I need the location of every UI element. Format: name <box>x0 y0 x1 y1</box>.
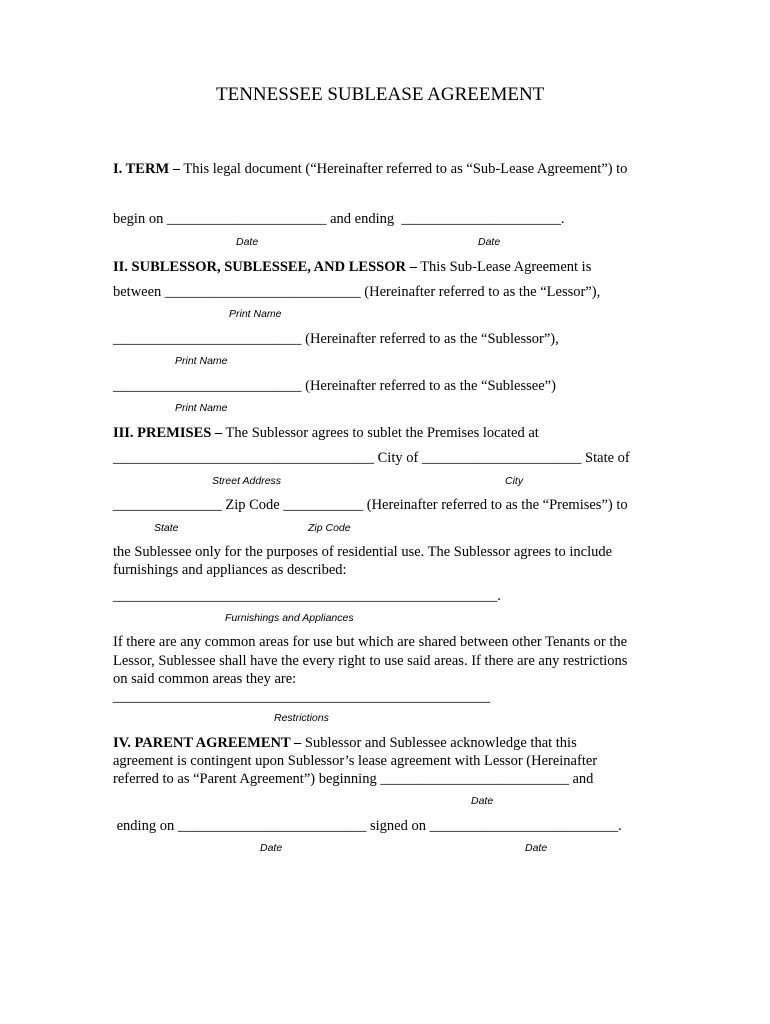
section-parent-line1: IV. PARENT AGREEMENT – Sublessor and Sublessee acknowledge that this <box>113 735 577 751</box>
caption-print-name-sublessee: Print Name <box>175 402 228 414</box>
restrictions-line: ____________________________________________________ <box>113 689 490 705</box>
caption-restrictions: Restrictions <box>274 712 329 724</box>
caption-date-end: Date <box>478 236 501 248</box>
sublessor-line: __________________________ (Hereinafter referred to as the “Sublessor”), <box>113 331 559 347</box>
caption-zip-code: Zip Code <box>308 522 351 534</box>
common-areas-line1: If there are any common areas for use but which are shared between other Tenants or the <box>113 634 628 650</box>
lessor-line: between ___________________________ (Hereinafter referred to as the “Lessor”), <box>113 284 601 300</box>
address-line: ____________________________________ City of ______________________ State of <box>113 450 630 466</box>
sublessee-line: __________________________ (Hereinafter referred to as the “Sublessee”) <box>113 378 556 394</box>
caption-city: City <box>505 475 524 487</box>
section-parties-heading: II. SUBLESSOR, SUBLESSEE, AND LESSOR – <box>113 259 417 275</box>
caption-street-address: Street Address <box>212 475 282 487</box>
caption-date-ending: Date <box>260 842 283 854</box>
common-areas-line3: on said common areas they are: <box>113 671 297 687</box>
section-parent-heading: IV. PARENT AGREEMENT – <box>113 735 302 751</box>
premises-paragraph-line1: the Sublessee only for the purposes of residential use. The Sublessor agrees to include <box>113 544 613 560</box>
section-parties-line1: II. SUBLESSOR, SUBLESSEE, AND LESSOR – This Sub-Lease Agreement is <box>113 259 592 275</box>
caption-date-beginning: Date <box>471 795 494 807</box>
furnishings-line: _____________________________________________________. <box>113 588 501 604</box>
document-title: TENNESSEE SUBLEASE AGREEMENT <box>216 84 545 105</box>
caption-print-name-lessor: Print Name <box>229 308 282 320</box>
caption-date-signed: Date <box>525 842 548 854</box>
term-begin-end-line: begin on ______________________ and ending ______________________. <box>113 211 565 227</box>
section-term-line1: I. TERM – This legal document (“Hereinafter referred to as “Sub-Lease Agreement”) to <box>113 161 628 177</box>
zip-line: _______________ Zip Code ___________ (Hereinafter referred to as the “Premises”) to <box>113 497 628 513</box>
parent-agreement-line4: ending on __________________________ signed on __________________________. <box>113 818 622 834</box>
parent-agreement-line2: agreement is contingent upon Sublessor’s lease agreement with Lessor (Hereinafter <box>113 753 598 769</box>
common-areas-line2: Lessor, Sublessee shall have the every right to use said areas. If there are any restrictions <box>113 653 628 669</box>
caption-furnishings: Furnishings and Appliances <box>225 612 354 624</box>
caption-print-name-sublessor: Print Name <box>175 355 228 367</box>
section-premises-heading: III. PREMISES – <box>113 425 223 441</box>
caption-date-begin: Date <box>236 236 259 248</box>
caption-state: State <box>154 522 179 534</box>
section-premises-line1: III. PREMISES – The Sublessor agrees to sublet the Premises located at <box>113 425 539 441</box>
parent-agreement-line3: referred to as “Parent Agreement”) beginning __________________________ and <box>113 771 594 787</box>
premises-paragraph-line2: furnishings and appliances as described: <box>113 562 347 578</box>
section-term-heading: I. TERM – <box>113 161 181 177</box>
